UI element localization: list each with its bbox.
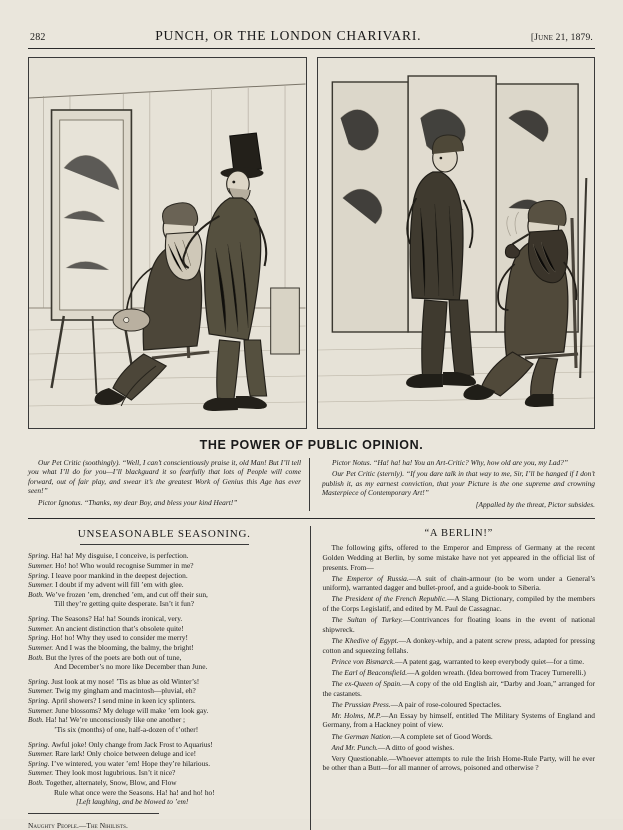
gift-description: —A Slang Dictionary, compiled by the members of the Corps Legislatif, and edited by M. Paul de Cassagnac. <box>322 594 595 614</box>
gift-description: —A donkey-whip, and a patent screw press, adapted for pressing cotton and squeezing fellahs. <box>322 635 595 655</box>
gift-item <box>323 615 596 634</box>
poem-text: I leave poor mankind in the deepest dejection. <box>51 570 188 580</box>
poem-text: Awful joke! Only change from Jack Frost to Aquarius! <box>51 739 213 749</box>
poem-line <box>28 686 301 696</box>
poem-stanza <box>28 677 301 735</box>
left-footnote: Naughty People.—The Nihilists. <box>28 820 128 830</box>
gift-description: —A ditto of good wishes. <box>377 742 455 752</box>
poem-line <box>28 778 301 788</box>
poem-text: But the lyres of the poets are both out of tune, <box>45 652 182 662</box>
gift-donor: The ex-Queen of Spain. <box>331 678 402 688</box>
gift-donor: The Khedive of Egypt. <box>331 635 399 645</box>
lower-columns <box>28 526 595 830</box>
poem-line <box>28 768 301 778</box>
poem-line <box>28 643 301 653</box>
poem-text: We’ve frozen ’em, drenched ’em, and cut off their sun, <box>45 589 208 599</box>
gift-description: —A complete set of Good Words. <box>392 731 493 741</box>
poem-line <box>28 706 301 716</box>
right-illustration <box>317 57 596 429</box>
poem-line <box>28 590 301 600</box>
poem-text: And December’s no more like December than June. <box>54 662 208 672</box>
masthead-title: PUNCH, OR THE LONDON CHARIVARI. <box>155 28 422 43</box>
footnote-rule <box>28 813 159 814</box>
gift-donor: The Sultan of Turkey. <box>331 615 403 625</box>
poem-text: Ha! ha! We’re unconsciously like one another ; <box>45 715 186 725</box>
left-article-title: UNSEASONABLE SEASONING. <box>77 528 251 541</box>
poem-line <box>28 740 301 750</box>
right-article-title: “A BERLIN!” <box>424 528 493 540</box>
poem-line <box>28 571 301 581</box>
poem-line <box>28 749 301 759</box>
poem-text: Twig my gingham and macintosh—pluvial, eh? <box>55 686 196 696</box>
poem-text: ’Tis six (months) of one, half-a-dozen of t’other! <box>54 724 199 734</box>
gift-description: —Contrivances for floating loans in the event of national shipwreck. <box>322 615 595 634</box>
dialogue-line: Our Pet Critic (soothingly). “Well, I can’t conscientiously praise it, old Man! But I’ll tell you what I’ll do for you—I’ll blackguard it so fearfully that lots of People will come forward, out of fair play, and swear it’s the greatest Work of Genius this Age has ever seen!” <box>28 458 301 496</box>
poem-text: Ho! ho! Why they used to consider me merry! <box>51 633 188 643</box>
poem-speaker: Both. <box>28 715 46 725</box>
poem-speaker: Summer. <box>28 768 56 778</box>
poem-text: Rare lark! Only choice between deluge and ice! <box>55 749 197 759</box>
poem-stanza <box>28 740 301 807</box>
poem-text: Rule what once were the Seasons. Ha! ha! and ho! ho! <box>54 787 215 797</box>
header-rule <box>28 48 595 49</box>
gift-description: —An Essay by himself, entitled The Military Systems of England and Germany, from a Hackney point of view. <box>322 710 595 730</box>
gift-description: —A golden wreath. (Idea borrowed from Tracey Turnerelli.) <box>407 667 586 677</box>
poem-speaker: Summer. <box>28 560 56 570</box>
poem-text: They look most lugubrious. Isn’t it nice? <box>55 768 176 778</box>
poem-text: Together, alternately, Snow, Blow, and Flow <box>45 778 177 788</box>
gift-donor: Prince von Bismarck. <box>331 656 396 666</box>
poem-speaker: Both. <box>28 778 46 788</box>
poem-text: And I was the blooming, the balmy, the bright! <box>55 642 194 652</box>
gift-item <box>323 636 596 655</box>
poem-text: The Seasons? Ha! ha! Sounds ironical, very. <box>51 614 183 624</box>
left-title-rule <box>80 544 249 545</box>
poem-text: Ho! ho! Who would recognise Summer in me? <box>55 560 194 570</box>
poem-speaker: Spring. <box>28 676 52 686</box>
poem-speaker: Summer. <box>28 580 56 590</box>
poem-speaker: Spring. <box>28 570 52 580</box>
left-article <box>28 526 311 830</box>
poem-line <box>28 614 301 624</box>
poem-stanza <box>28 614 301 672</box>
issue-date: [June 21, 1879. <box>530 33 593 43</box>
right-article-body <box>323 543 596 773</box>
illustration-caption: THE POWER OF PUBLIC OPINION. <box>199 438 424 452</box>
gift-description: —A patent gag, warranted to keep everybody quiet—for a time. <box>395 656 585 666</box>
gift-donor: The President of the French Republic. <box>331 594 447 604</box>
poem-text: [Left laughing, and be blowed to ’em! <box>76 797 189 807</box>
poem-speaker: Summer. <box>28 686 56 696</box>
poem-stanza <box>28 551 301 609</box>
gift-donor: And Mr. Punch. <box>331 742 378 752</box>
poem-speaker: Spring. <box>28 696 52 706</box>
poem-line <box>28 696 301 706</box>
page-folio: 282 <box>30 32 46 43</box>
poem-line <box>28 788 301 798</box>
poem-text: April showers? I send mine in keen icy splinters. <box>51 696 196 706</box>
poem-body <box>28 551 301 807</box>
illustration-pair <box>28 57 595 429</box>
dialogue-line: Pictor Notus. “Ha! ha! ha! You an Art-Critic? Why, how old are you, my Lad?” <box>332 458 569 467</box>
poem-line <box>28 599 301 609</box>
poem-text: Just look at my nose! ’Tis as blue as old Winter’s! <box>51 676 200 686</box>
poem-text: Till they’re getting quite desperate. Isn’t it fun? <box>54 599 194 609</box>
poem-line <box>28 633 301 643</box>
left-illustration-art <box>29 58 306 428</box>
poem-speaker: Both. <box>28 589 46 599</box>
poem-speaker: Spring. <box>28 614 52 624</box>
dialogue-stage-direction: [Appalled by the threat, Pictor subsides. <box>475 499 595 509</box>
poem-speaker: Summer. <box>28 749 56 759</box>
poem-speaker: Both. <box>28 652 46 662</box>
poem-line <box>28 715 301 725</box>
dialogue-block <box>28 458 595 511</box>
gift-item <box>323 743 596 753</box>
gift-item <box>323 657 596 667</box>
gift-item <box>323 668 596 678</box>
section-rule <box>28 518 595 519</box>
gift-donor: The Prussian Press. <box>331 699 391 709</box>
poem-line <box>28 580 301 590</box>
gift-description: —A copy of the old English air, “Darby and Joan,” arranged for the castanets. <box>322 678 596 698</box>
gift-item <box>323 679 596 698</box>
gift-description: —A suit of chain-armour (to be worn under a General’s uniform), warranted dagger and bullet-proof, and a guide-book to Siberia. <box>322 573 596 593</box>
poem-text: June blossoms? My deluge will make ’em look gay. <box>55 705 209 715</box>
poem-text: Ha! ha! My disguise, I conceive, is perfection. <box>51 551 189 561</box>
poem-text: An ancient distinction that’s obsolete quite! <box>55 623 184 633</box>
dialogue-line: Pictor Ignotus. “Thanks, my dear Boy, and bless your kind Heart!” <box>38 497 238 507</box>
poem-line <box>28 561 301 571</box>
gift-donor: The Emperor of Russia. <box>331 573 409 583</box>
gift-donor: Mr. Holms, M.P. <box>331 710 382 720</box>
poem-line <box>28 759 301 769</box>
gift-donor: The Earl of Beaconsfield. <box>331 667 408 677</box>
right-article-intro: The following gifts, offered to the Emperor and Empress of Germany at the recent Golden Wedding at Berlin, by some mistake have not yet appeared in the official list of presents. From— <box>322 543 595 572</box>
gift-item <box>323 594 596 613</box>
dialogue-right-column <box>322 458 595 511</box>
gift-list <box>323 574 596 753</box>
right-illustration-art <box>318 58 595 428</box>
dialogue-line: Our Pet Critic (sternly). “If you dare talk in that way to me, Sir, I’ll be hanged if I don’t publish it, as my earnest conviction, that your Picture is the one supreme and crowning Masterpiece of Contemporary Art!” <box>322 469 595 498</box>
gift-description: —A pair of rose-coloured Spectacles. <box>390 699 502 709</box>
poem-line <box>28 662 301 672</box>
left-illustration <box>28 57 307 429</box>
poem-line <box>28 624 301 634</box>
gift-item <box>323 732 596 742</box>
poem-speaker: Summer. <box>28 705 56 715</box>
poem-speaker: Spring. <box>28 633 52 643</box>
right-article-closing: Very Questionable.—Whoever attempts to rule the Irish Home-Rule Party, will he ever be other than a Butt—for all manner of arrows, poisoned and otherwise ? <box>322 753 595 773</box>
poem-text: I’ve wintered, you water ’em! Hope they’re hilarious. <box>51 758 211 768</box>
gift-item <box>323 700 596 710</box>
poem-line <box>28 677 301 687</box>
running-head <box>26 28 597 48</box>
gift-item <box>323 711 596 730</box>
poem-speaker: Summer. <box>28 623 56 633</box>
poem-text: I doubt if my advent will fill ’em with glee. <box>55 580 184 590</box>
poem-speaker: Spring. <box>28 551 52 561</box>
poem-speaker: Spring. <box>28 758 52 768</box>
poem-line <box>28 551 301 561</box>
gift-item <box>323 574 596 593</box>
gift-donor: The German Nation. <box>331 731 393 741</box>
poem-line <box>28 653 301 663</box>
poem-line <box>28 725 301 735</box>
right-article <box>323 526 596 830</box>
poem-speaker: Spring. <box>28 739 52 749</box>
poem-speaker: Summer. <box>28 642 56 652</box>
dialogue-left-column <box>28 458 310 511</box>
poem-line <box>28 797 301 807</box>
